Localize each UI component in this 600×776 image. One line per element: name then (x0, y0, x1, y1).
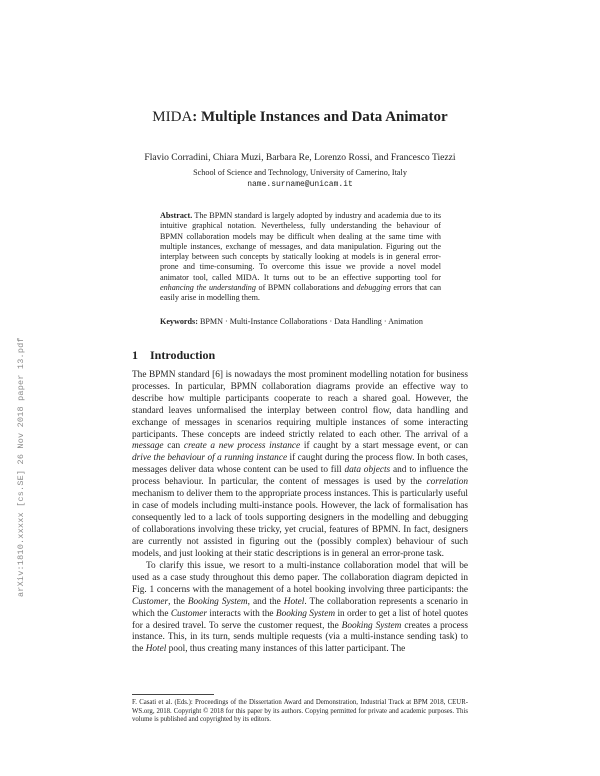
keywords-label: Keywords: (160, 317, 198, 326)
abstract-text: The BPMN standard is largely adopted by industry and academia due to its intuitive graphical notation. Nevertheless, fully understanding the behaviour of BPMN collaboration models may be difficult when dealing at the same time with multiple instances, exchange of messages, and data manipulation. Figuring out the interplay between such concepts by statically looking at models is in general error-prone and time-consuming. To overcome this issue we provide a novel model animator tool, called MIDA. It turns out to be an effective supporting tool for (160, 211, 442, 282)
abstract-text: of BPMN collaborations and (258, 282, 354, 292)
paper-title (100, 108, 500, 126)
emphasis: Booking System (275, 608, 336, 619)
text-run: . The collaboration represents a scenario in which the (132, 596, 469, 619)
emphasis: drive the behaviour of a running instance (132, 453, 288, 464)
text-run: if caught by a start message event, or can (303, 441, 468, 452)
emphasis: Hotel (145, 644, 167, 655)
abstract-label: Abstract. (160, 211, 193, 220)
text-run: , and the (247, 596, 281, 607)
text-run: in order to get a list of hotel quotes for a desired travel. To serve the customer request, the (132, 608, 468, 631)
footnote: F. Casati et al. (Eds.): Proceedings of the Dissertation Award and Demonstration, Industrial Track at BPM 2018, CEUR-WS.org, 2018. Copyright © 2018 for this paper by its authors. Copying permitted for private and academic purposes. This volume is published and copyrighted by its editors. (132, 699, 468, 724)
emphasis: correlation (426, 477, 468, 488)
text-run: if caught during the process flow. In both cases, messages deliver data whose content can be used to fill (132, 453, 468, 476)
affiliation: School of Science and Technology, University of Camerino, Italy (193, 168, 407, 177)
text-run: To clarify this issue, we resort to a multi-instance collaboration model that will be used as a case study throughout this demo paper. The collaboration diagram depicted in Fig. 1 concerns with the management of a hotel booking involving three participants: the (132, 561, 468, 595)
emphasis: data objects (344, 465, 391, 476)
emphasis: Booking System (341, 620, 402, 631)
text-run: The BPMN standard [6] is nowadays the most prominent modelling notation for business processes. In particular, BPMN collaboration diagrams provide an effective way to describe how multiple participants cooperate to reach a shared goal. However, the standard leaves unformalised the interplay between control flow, data handling and exchange of messages in scenarios requiring multiple instances of some interacting participants. These concepts are indeed strictly related to each other. The arrival of a (132, 370, 468, 440)
emphasis: Customer (170, 608, 207, 619)
text-run: creates a process instance. This, in its turn, sends multiple requests (via a multi-instance sending task) to the (132, 620, 469, 655)
intro-paragraph-1 (132, 370, 468, 561)
keywords-text: BPMN · Multi-Instance Collaborations · Data Handling · Animation (199, 317, 423, 326)
emphasis: message (132, 441, 164, 452)
author-email: name.surname@unicam.it (247, 180, 353, 189)
emphasis: create a new process instance (183, 441, 301, 452)
text-run: , the (168, 596, 185, 607)
emphasis: Hotel (283, 596, 305, 607)
text-run: can (167, 441, 181, 452)
emphasis: Booking System (187, 596, 248, 607)
intro-paragraph-2 (132, 561, 468, 656)
title-tool-name: MIDA (152, 109, 193, 125)
text-run: interacts with the (209, 608, 274, 619)
section-number: 1 (132, 348, 138, 362)
abstract-text: errors that can easily arise in modelling them. (160, 282, 442, 302)
section-title: Introduction (150, 348, 216, 362)
author-list: Flavio Corradini, Chiara Muzi, Barbara Re, Lorenzo Rossi, and Francesco Tiezzi (144, 152, 456, 163)
abstract (160, 211, 441, 303)
text-run: and to influence the process behaviour. In particular, the content of messages is used by the (132, 465, 469, 488)
abstract-emphasis: enhancing the understanding (160, 282, 256, 292)
footnote-rule (132, 694, 214, 695)
text-run: pool, thus creating many instances of this latter participant. The (168, 644, 406, 655)
arxiv-watermark-text: arXiv:1810.xxxxx [cs.SE] 26 Nov 2018 paper 13.pdf (16, 337, 26, 597)
text-run: mechanism to deliver them to the appropriate process instances. This is particularly useful in case of models including multi-instance pools. However, the lack of formalisation has consequently led to a lack of tools supporting designers in the modelling and debugging of collaborations involving these tricky, yet crucial, features of BPMN. In fact, designers are currently not assisted in figuring out the (possibly complex) behaviour of such models, and just looking at their static descriptions is in general an error-prone task. (132, 489, 468, 559)
emphasis: Customer (132, 596, 169, 607)
title-rest: : Multiple Instances and Data Animator (192, 109, 448, 125)
abstract-emphasis: debugging (356, 282, 391, 292)
section-heading (132, 348, 215, 362)
keywords (160, 317, 441, 327)
arxiv-watermark (2, 337, 26, 597)
